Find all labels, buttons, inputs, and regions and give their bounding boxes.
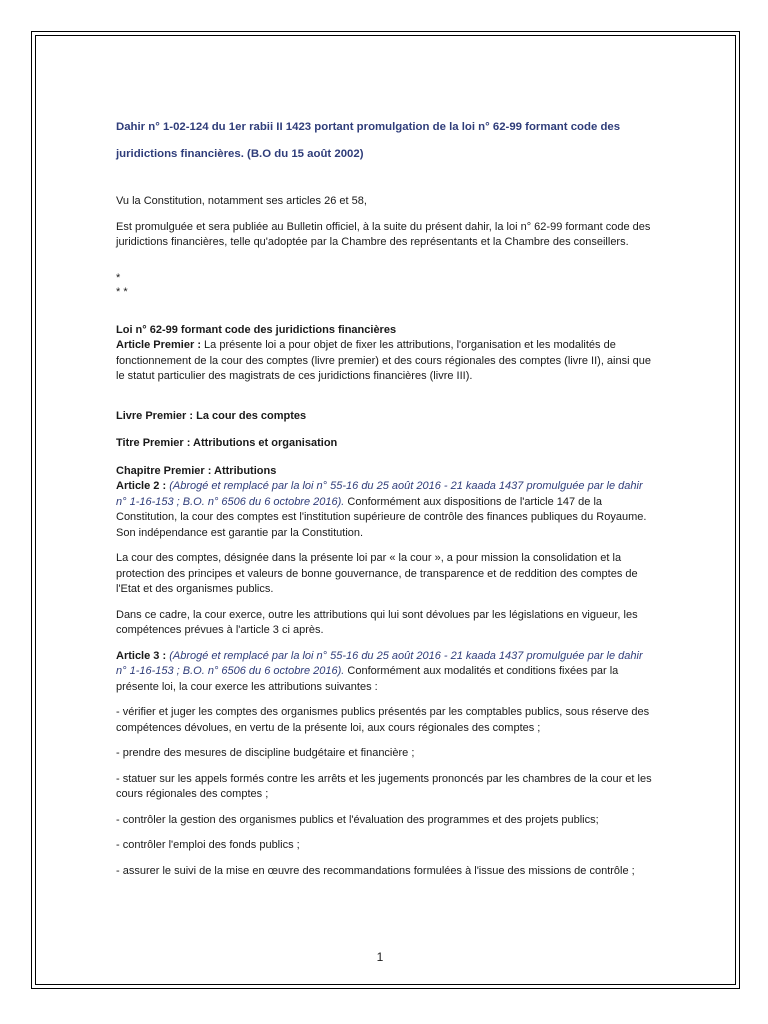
article-1-label: Article Premier : (116, 339, 201, 351)
paragraph-mission: La cour des comptes, désignée dans la présente loi par « la cour », a pour mission la consolidation et la protection des principes et valeurs de bonne gouvernance, de transparence et de reddition des comptes de l'Etat et des organismes publics. (116, 552, 638, 595)
list-item: - contrôler la gestion des organismes publics et l'évaluation des programmes et des projets publics; (116, 813, 599, 826)
titre-premier-heading: Titre Premier : Attributions et organisation (116, 437, 338, 449)
article-3-reference: (Abrogé et remplacé par la loi n° 55-16 du 25 août 2016 - 21 kaada 1437 promulguée par le dahir n° 1-16-153 ; B.O. n° 6506 du 6 octobre 2016). (116, 649, 643, 677)
document-title: Dahir n° 1-02-124 du 1er rabii II 1423 portant promulgation de la loi n° 62-99 formant code des juridictions financières. (B.O du 15 août 2002) (116, 121, 621, 160)
list-item: - vérifier et juger les comptes des organismes publics présentés par les comptables publics, sous réserve des compétences dévolues, en vertu de la présente loi, aux cours régionales des comptes ; (116, 706, 650, 734)
article-1 (116, 338, 652, 385)
separator-stars (116, 271, 652, 299)
paragraph-constitution: Vu la Constitution, notamment ses articles 26 et 58, (116, 195, 367, 207)
article-3-label: Article 3 : (116, 649, 167, 662)
document-body (116, 114, 652, 889)
article-2-text: Conformément aux dispositions de l'article 147 de la Constitution, la cour des comptes est l'institution supérieure de contrôle des finances publiques du Royaume. Son indépendance est garantie par la Constitution. (116, 495, 647, 539)
article-1-text: La présente loi a pour objet de fixer les attributions, l'organisation et les modalités de fonctionnement de la cour des comptes (livre premier) et des cours régionales des comptes (livre II), ainsi que le statut particulier des magistrats de ces juridictions financières (livre III). (116, 339, 651, 382)
list-item: - statuer sur les appels formés contre les arrêts et les jugements prononcés par les chambres de la cour et les cours régionales des comptes ; (116, 772, 652, 800)
list-item: - contrôler l'emploi des fonds publics ; (116, 839, 300, 851)
article-2-label: Article 2 : (116, 480, 167, 492)
article-3 (116, 649, 652, 696)
page-number: 1 (376, 950, 384, 964)
article-2-reference: (Abrogé et remplacé par la loi n° 55-16 du 25 août 2016 - 21 kaada 1437 promulguée par le dahir n° 1-16-153 ; B.O. n° 6506 du 6 octobre 2016). (116, 480, 643, 508)
livre-premier-heading: Livre Premier : La cour des comptes (116, 409, 307, 422)
chapitre-premier-heading: Chapitre Premier : Attributions (116, 464, 277, 477)
law-title: Loi n° 62-99 formant code des juridictions financières (116, 323, 397, 336)
stars-line-1: * (116, 271, 121, 284)
list-item: - assurer le suivi de la mise en œuvre des recommandations formulées à l'issue des missions de contrôle ; (116, 864, 635, 877)
article-2 (116, 479, 652, 541)
paragraph-promulgation: Est promulguée et sera publiée au Bulletin officiel, à la suite du présent dahir, la loi n° 62-99 formant code des juridictions financières, telle qu'adoptée par la Chambre des représentants et la Chambre des conseillers. (116, 220, 651, 248)
list-item: - prendre des mesures de discipline budgétaire et financière ; (116, 747, 415, 759)
article-3-text: Conformément aux modalités et conditions fixées par la présente loi, la cour exerce les attributions suivantes : (116, 665, 619, 693)
stars-line-2: * * (116, 285, 128, 298)
paragraph-cadre: Dans ce cadre, la cour exerce, outre les attributions qui lui sont dévolues par les législations en vigueur, les compétences prévues à l'article 3 ci après. (116, 608, 638, 636)
